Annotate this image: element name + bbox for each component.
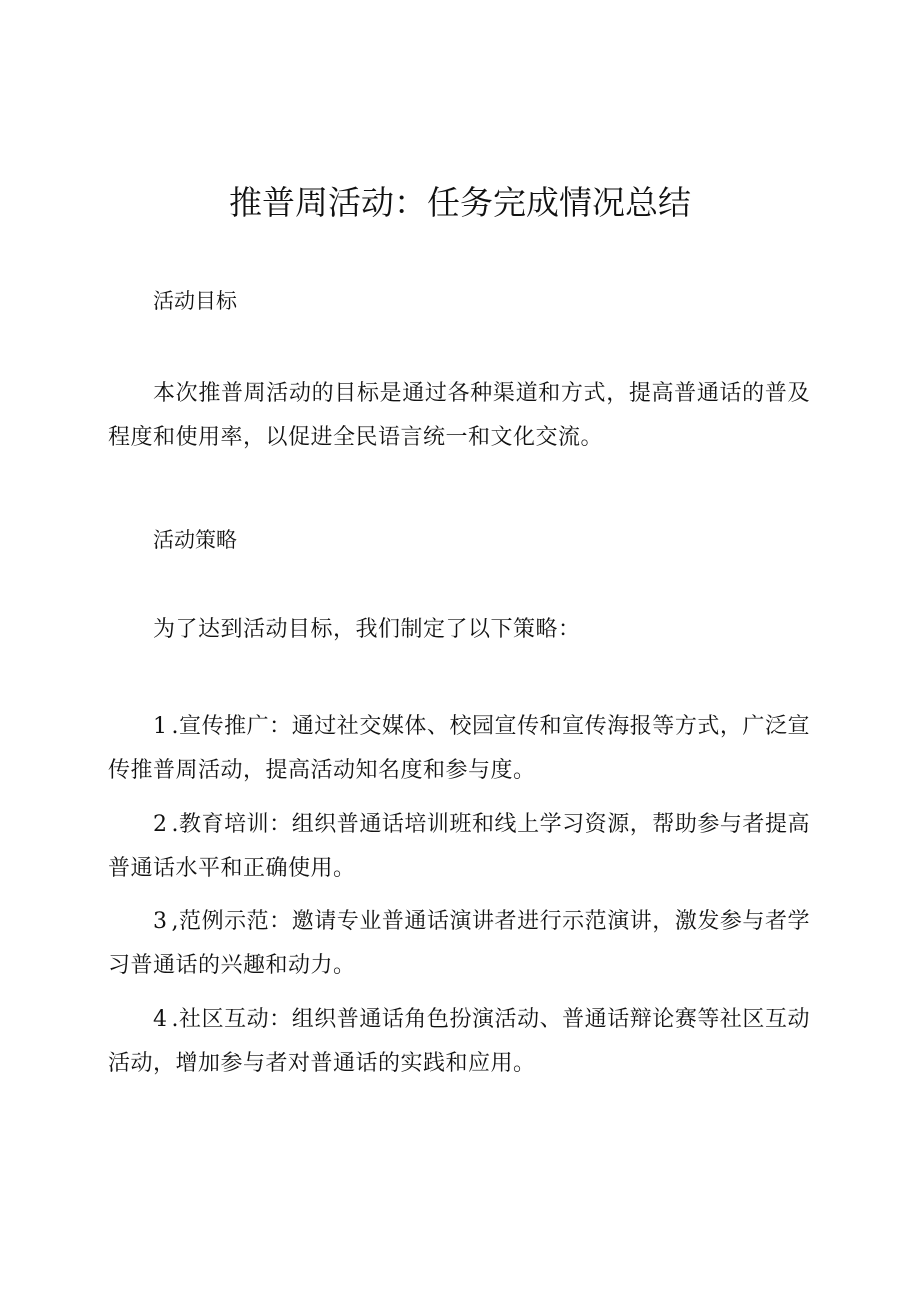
strategy-text: .社区互动：组织普通话角色扮演活动、普通话辩论赛等社区互动活动，增加参与者对普通话的实践和应用。	[108, 1007, 810, 1076]
strategy-number: 1	[153, 714, 168, 739]
strategy-item-2	[108, 803, 810, 891]
strategy-item-3	[108, 900, 810, 988]
strategy-intro-paragraph: 为了达到活动目标，我们制定了以下策略：	[153, 617, 581, 642]
strategy-item-4	[108, 998, 810, 1086]
goal-paragraph: 本次推普周活动的目标是通过各种渠道和方式，提高普通话的普及程度和使用率，以促进全民语言统一和文化交流。	[108, 381, 810, 450]
strategy-number: 3	[153, 909, 168, 934]
section-heading-goal: 活动目标	[153, 289, 237, 313]
strategy-item-1	[108, 705, 810, 793]
strategy-number: 4	[153, 1007, 168, 1032]
page-title: 推普周活动：任务完成情况总结	[229, 183, 691, 222]
strategy-text: .宣传推广：通过社交媒体、校园宣传和宣传海报等方式，广泛宣传推普周活动，提高活动知名度和参与度。	[108, 714, 810, 783]
section-heading-strategy: 活动策略	[153, 528, 237, 552]
strategy-text: .教育培训：组织普通话培训班和线上学习资源，帮助参与者提高普通话水平和正确使用。	[108, 812, 810, 881]
strategy-text: ,范例示范：邀请专业普通话演讲者进行示范演讲，激发参与者学习普通话的兴趣和动力。	[108, 909, 810, 978]
strategy-number: 2	[153, 812, 168, 837]
